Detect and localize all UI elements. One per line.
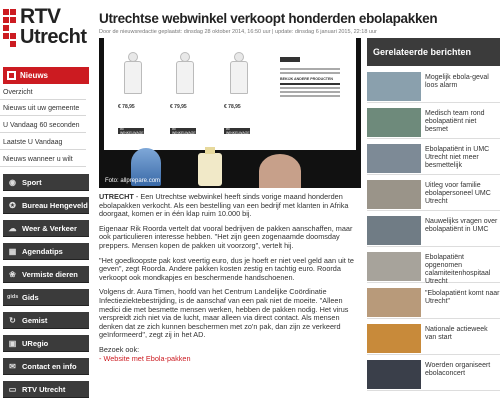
article-paragraph: Volgens dr. Aura Timen, hoofd van het Centrum Landelijke Coördinatie Infectieziektebestrijding, is de aanschaf van een pak niet de moeite. "Alleen medici die met besmette mensen werken, hebben de pakken nodig. Het virus verspreidt zich niet via de lucht, maar alleen via direct contact. Als mensen denken dat ze zich kunnen beschermen met zo'n pak, dan zijn ze verkeerd geïnformeerd", zegt zij in het AD. bbox=[99, 287, 349, 340]
product-sidebar bbox=[280, 57, 352, 117]
nav-item-label: Contact en info bbox=[22, 361, 77, 371]
webshop-screenshot bbox=[104, 38, 356, 150]
related-item[interactable] bbox=[367, 358, 500, 391]
product-price: € 78,95 bbox=[224, 104, 241, 110]
article-body bbox=[99, 193, 361, 363]
tv-icon: ▭ bbox=[8, 384, 17, 394]
subnav-item-60-seconden[interactable]: U Vandaag 60 seconden bbox=[0, 118, 86, 133]
nav-item-label: Weer & Verkeer bbox=[22, 223, 77, 233]
add-to-cart-button: IN WINKELWAGEN bbox=[172, 127, 199, 135]
article-paragraph: "Het goedkoopste pak kost veertig euro, dus je hoeft er niet veel geld aan uit te geven", zegt Roorda. Andere pakken kosten zestig en tachtig euro. Roorda verkoopt ook mondkapjes en beschermende handschoenen. bbox=[99, 255, 354, 282]
article-lead bbox=[99, 193, 361, 219]
add-to-cart-button: IN WINKELWAGEN bbox=[120, 127, 147, 135]
lead-text: - Een Utrechtse webwinkel heeft sinds vorige maand honderden ebolapakken verkocht. Als een bestelling van een bedrijf met klanten in Afrika doorgaat, komen er in één klap ruim 10.000 bij. bbox=[99, 192, 349, 219]
related-title: Woerden organiseert ebolaconcert bbox=[425, 362, 491, 377]
nav-item-gids[interactable] bbox=[3, 289, 89, 306]
related-thumbnail bbox=[367, 288, 421, 317]
related-thumbnail bbox=[367, 360, 421, 389]
calendar-icon: ▦ bbox=[8, 246, 17, 256]
related-heading: Gerelateerde berichten bbox=[367, 38, 500, 66]
badge-icon: ✪ bbox=[9, 200, 16, 210]
product-price: € 79,95 bbox=[170, 104, 187, 110]
related-title: Nationale actieweek van start bbox=[425, 326, 488, 341]
article-hero-image[interactable] bbox=[99, 38, 361, 188]
related-title: Ebolapatiënt in UMC Utrecht niet meer besmettelijk bbox=[425, 146, 490, 169]
nav-item-label: Nieuws bbox=[20, 71, 49, 80]
related-thumbnail bbox=[367, 324, 421, 353]
nav-item-label: RTV Utrecht bbox=[22, 384, 66, 394]
weather-icon: ☁ bbox=[8, 223, 17, 233]
nav-item-contact[interactable] bbox=[3, 358, 89, 375]
subnav-item-overzicht[interactable]: Overzicht bbox=[0, 85, 86, 100]
related-thumbnail bbox=[367, 180, 421, 209]
subnav-item-wanneer[interactable]: Nieuws wanneer u wilt bbox=[0, 152, 86, 167]
guide-icon: gids bbox=[7, 294, 19, 300]
nav-item-label: Gemist bbox=[22, 315, 48, 325]
mail-icon: ✉ bbox=[9, 361, 16, 371]
logo-grid-icon bbox=[3, 9, 17, 47]
related-title: Mogelijk ebola-geval loos alarm bbox=[425, 74, 489, 89]
article-headline: Utrechtse webwinkel verkoopt honderden ebolapakken bbox=[99, 11, 438, 26]
ebola-suits-website-link[interactable]: - Website met Ebola-pakken bbox=[99, 353, 191, 363]
bottle-image bbox=[198, 153, 222, 186]
news-icon bbox=[7, 71, 16, 80]
article-paragraph: Eigenaar Rik Roorda vertelt dat vooral bedrijven de pakken aanschaffen, maar ook particulieren interesse hebben. "Het zijn geen zogenaamde doomsday preppers. Mensen kopen de pakken uit voorzorg", vertelt hij. bbox=[99, 223, 353, 250]
photo-caption: Foto: allprepare.com bbox=[105, 178, 161, 184]
replay-icon: ↻ bbox=[9, 315, 16, 325]
nav-item-label: URegio bbox=[22, 338, 49, 348]
related-item[interactable] bbox=[367, 106, 500, 139]
rtv-utrecht-logo[interactable] bbox=[3, 6, 91, 50]
related-thumbnail bbox=[367, 108, 421, 137]
related-item[interactable] bbox=[367, 178, 500, 211]
nav-item-nieuws[interactable] bbox=[3, 67, 89, 84]
mask-image bbox=[259, 154, 301, 188]
left-sidebar bbox=[0, 0, 92, 400]
related-item[interactable] bbox=[367, 322, 500, 355]
related-title: "Ebolapatiënt komt naar Utrecht" bbox=[425, 290, 500, 305]
add-to-cart-button: IN WINKELWAGEN bbox=[226, 127, 253, 135]
dateline: UTRECHT bbox=[99, 192, 134, 201]
related-title: Medisch team rond ebolapatiënt niet besmet bbox=[425, 110, 485, 133]
nav-item-label: Sport bbox=[22, 177, 42, 187]
nav-item-label: Vermiste dieren bbox=[22, 269, 78, 279]
subnav-item-laatste[interactable]: Laatste U Vandaag bbox=[0, 135, 86, 150]
region-icon: ▣ bbox=[8, 338, 17, 348]
logo-line-2: Utrecht bbox=[20, 26, 87, 48]
paw-icon: ❀ bbox=[9, 269, 16, 279]
nav-item-sport[interactable] bbox=[3, 174, 89, 191]
related-item[interactable] bbox=[367, 286, 500, 319]
protective-suit-image bbox=[174, 52, 196, 94]
related-thumbnail bbox=[367, 144, 421, 173]
related-title: Ebolapatiënt opgenomen calamiteitenhospitaal Utrecht bbox=[425, 254, 491, 285]
related-item[interactable] bbox=[367, 70, 500, 103]
nav-item-vermiste-dieren[interactable] bbox=[3, 266, 89, 283]
related-item[interactable] bbox=[367, 142, 500, 175]
nav-item-agendatips[interactable] bbox=[3, 243, 89, 260]
subnav-item-gemeente[interactable]: Nieuws uit uw gemeente bbox=[0, 101, 86, 116]
product-price: € 78,95 bbox=[118, 104, 135, 110]
sport-icon: ◉ bbox=[9, 177, 16, 187]
related-thumbnail bbox=[367, 72, 421, 101]
nav-item-label: Agendatips bbox=[22, 246, 63, 256]
related-articles bbox=[367, 0, 500, 400]
nav-item-gemist[interactable] bbox=[3, 312, 89, 329]
nav-item-bureau-hengeveld[interactable] bbox=[3, 197, 89, 214]
related-item[interactable] bbox=[367, 250, 500, 283]
related-thumbnail bbox=[367, 216, 421, 245]
nav-item-label: Gids bbox=[22, 292, 39, 302]
related-title: Nauwelijks vragen over ebolapatiënt in UMC bbox=[425, 218, 498, 233]
product-sidebar-label: BEKIJK ANDERE PRODUCTEN bbox=[280, 77, 333, 81]
logo-line-1: RTV bbox=[20, 5, 61, 28]
nav-item-label: Bureau Hengeveld bbox=[22, 200, 88, 210]
protective-suit-image bbox=[122, 52, 144, 94]
related-thumbnail bbox=[367, 252, 421, 281]
nav-item-uregio[interactable] bbox=[3, 335, 89, 352]
nav-item-rtv-utrecht[interactable] bbox=[3, 381, 89, 398]
nav-item-weer-verkeer[interactable] bbox=[3, 220, 89, 237]
related-title: Uitleg voor familie ebolapersoneel UMC Utrecht bbox=[425, 182, 491, 205]
article-meta: Door de nieuwsredactie geplaatst: dinsdag 28 oktober 2014, 16:50 uur | update: dinsdag 6 januari 2015, 22:18 uur bbox=[99, 29, 377, 35]
related-item[interactable] bbox=[367, 214, 500, 247]
protective-suit-image bbox=[228, 52, 250, 94]
visit-label: Bezoek ook: bbox=[99, 344, 140, 354]
